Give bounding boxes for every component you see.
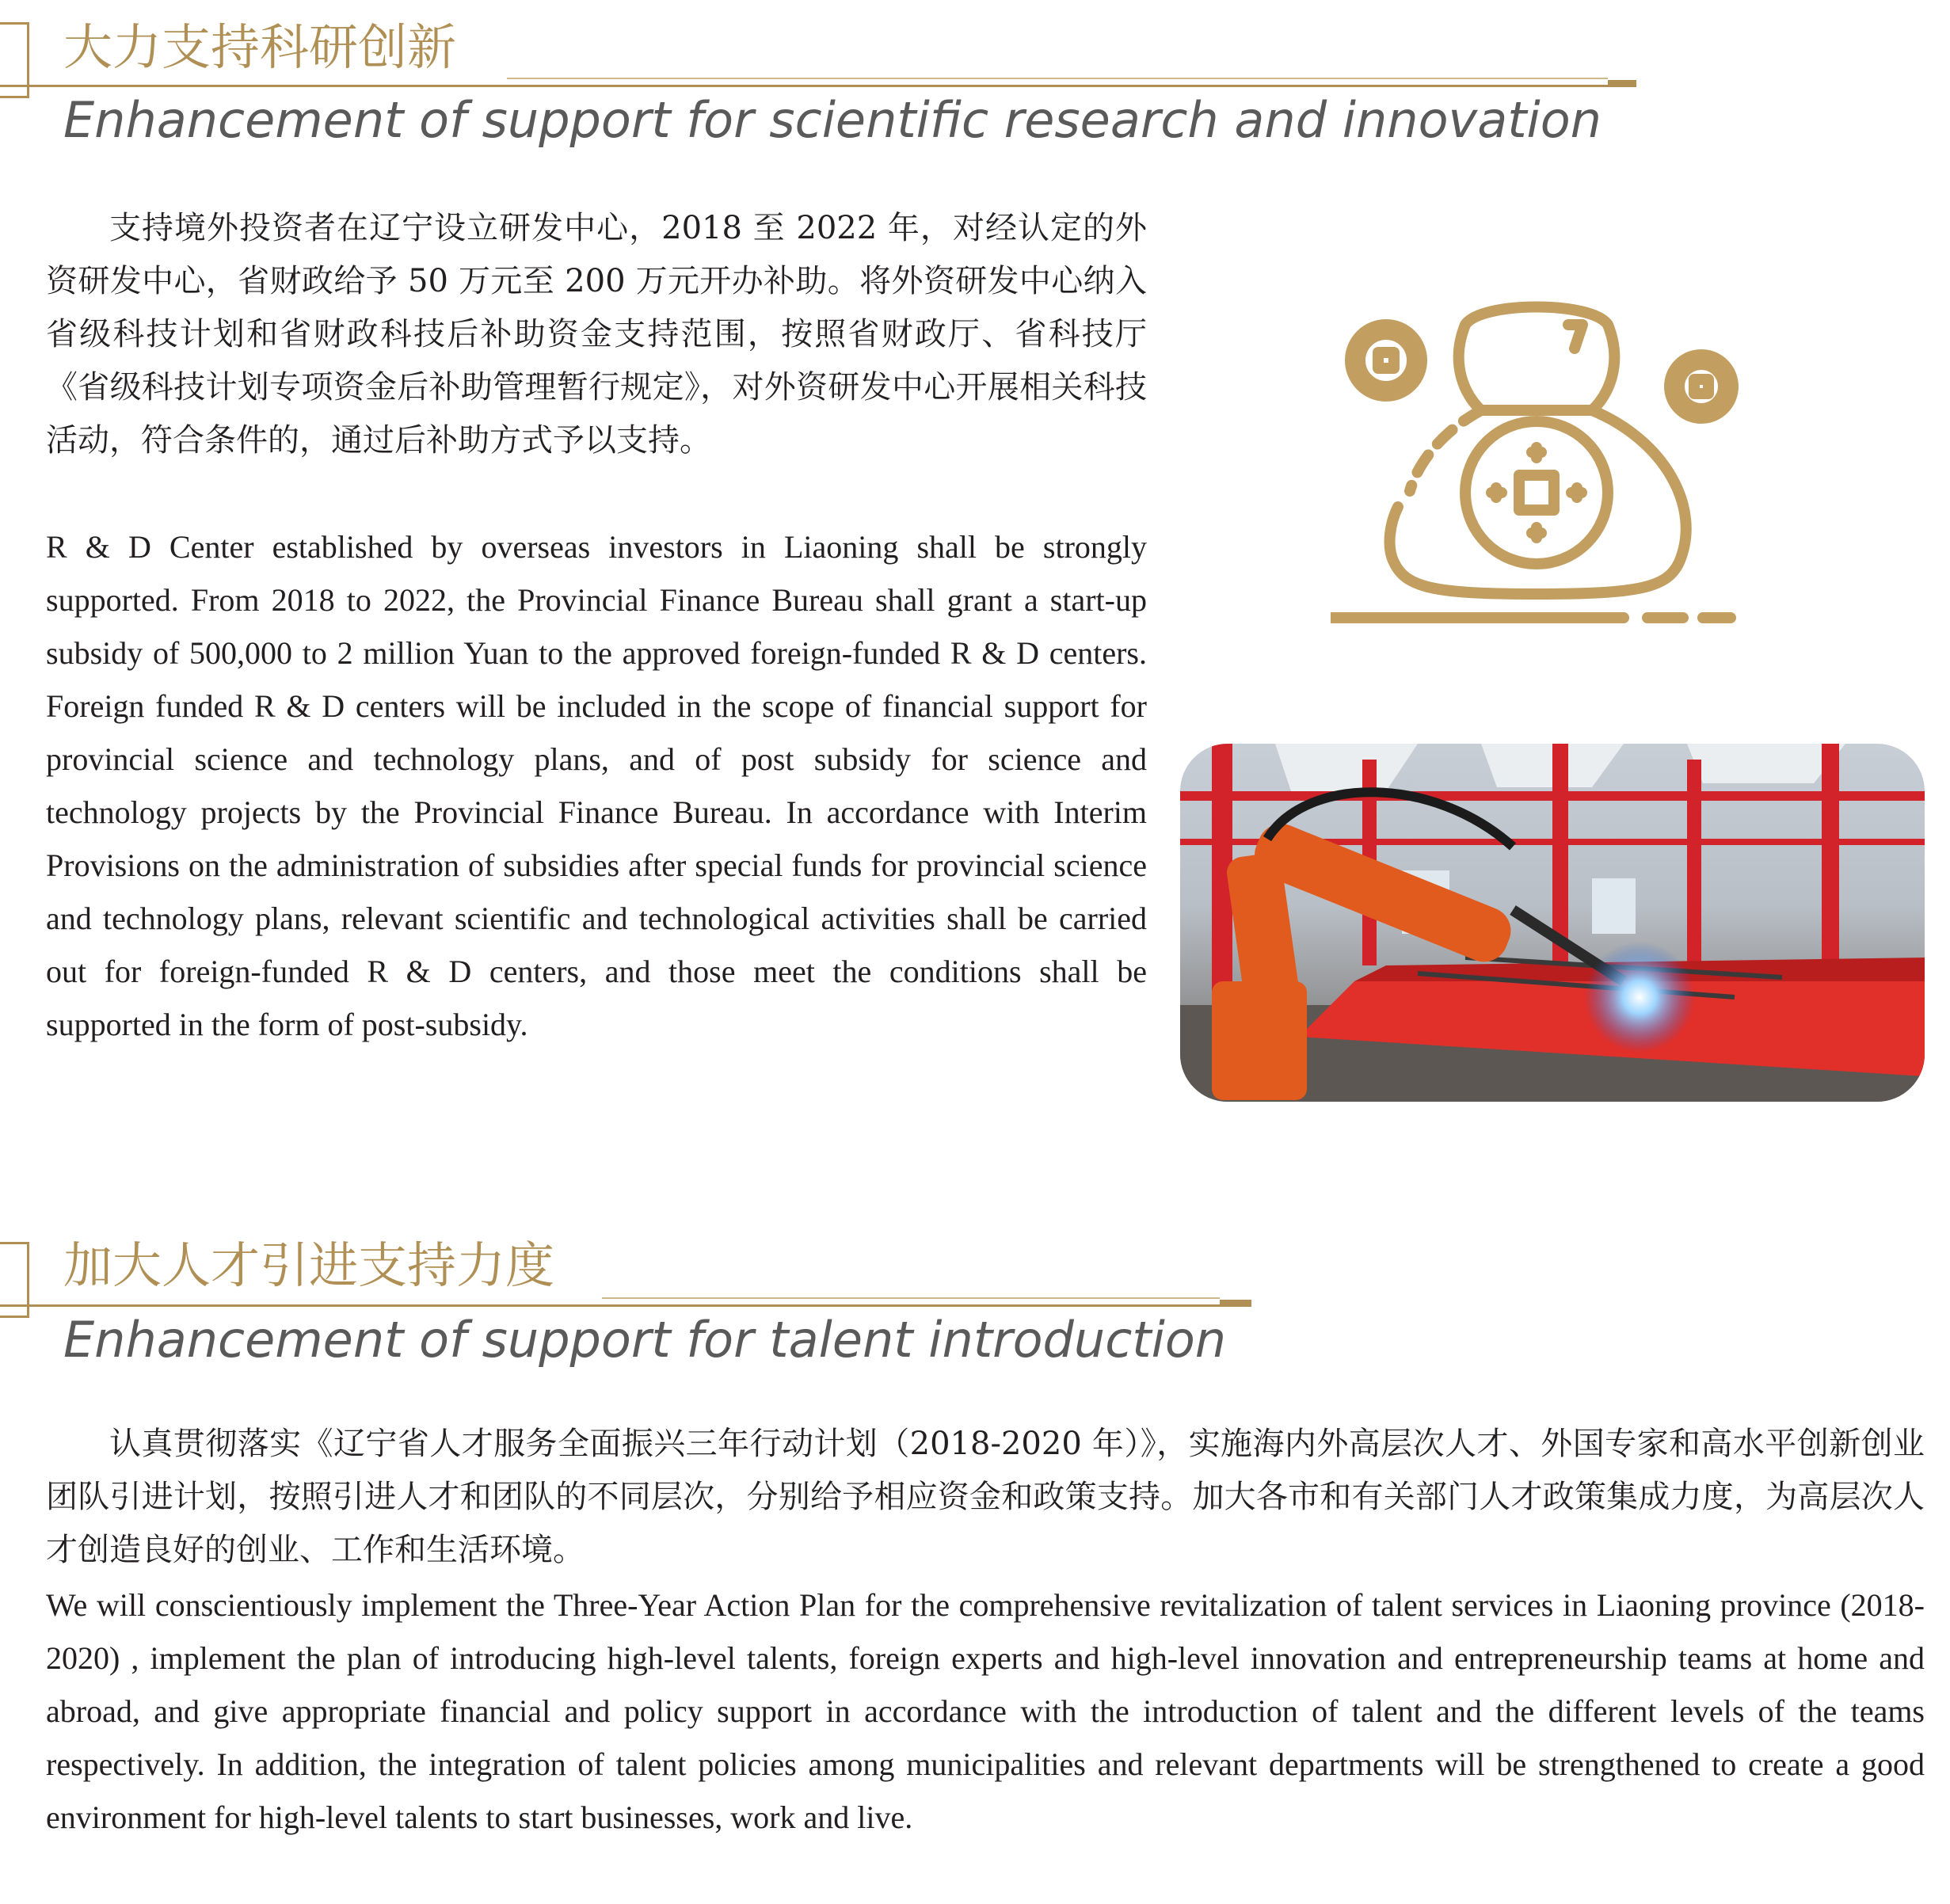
paragraph-en: R & D Center established by overseas investors in Liaoning shall be strongly supported. From 2018 to 2022, the Provincial Finance Bureau shall grant a start-up subsidy of 500,000 to 2 million Yuan to the approved foreign-funded R & D centers. Foreign funded R & D centers will be included in the scope of financial support for provincial science and technology plans, and of post subsidy for science and technology projects by the Provincial Finance Bureau. In accordance with Interim Provisions on the administration of subsidies after special funds for provincial science and technology plans, relevant scientific and technological activities shall be carried out for foreign-funded R & D centers, and those meet the conditions shall be supported in the form of post-subsidy. <box>46 529 1147 1042</box>
heading-rule <box>0 1304 1220 1307</box>
robotic-welding-arm-photo <box>1180 744 1925 1102</box>
heading-rule-thin <box>602 1297 1220 1299</box>
section-title-cn: 大力支持科研创新 <box>63 18 457 76</box>
heading-rule-end <box>1608 80 1636 87</box>
heading-rule <box>0 85 1608 87</box>
heading-rule-end <box>1220 1300 1251 1307</box>
section-title-cn: 加大人才引进支持力度 <box>63 1236 555 1294</box>
heading-rule-thin <box>507 78 1608 79</box>
section-title-en: Enhancement of support for talent introduction <box>63 1311 1227 1369</box>
section-title-en: Enhancement of support for scientific research and innovation <box>63 91 1602 149</box>
paragraph-cn: 支持境外投资者在辽宁设立研发中心，2018 至 2022 年，对经认定的外资研发中心，省财政给予 50 万元至 200 万元开办补助。将外资研发中心纳入省级科技计划和省财政科技后补助资金支持范围，按照省财政厅、省科技厅《省级科技计划专项资金后补助管理暂行规定》，对外资研发中心开展相关科技活动，符合条件的，通过后补助方式予以支持。 <box>46 210 1147 459</box>
paragraph-cn: 认真贯彻落实《辽宁省人才服务全面振兴三年行动计划（2018-2020 年）》，实施海内外高层次人才、外国专家和高水平创新创业团队引进计划，按照引进人才和团队的不同层次，分别给予相应资金和政策支持。加大各市和有关部门人才政策集成力度，为高层次人才创造良好的创业、工作和生活环境。 <box>46 1426 1925 1568</box>
paragraph-en: We will conscientiously implement the Three-Year Action Plan for the comprehensive revitalization of talent services in Liaoning province (2018-2020) , implement the plan of introducing high-level talents, foreign experts and high-level innovation and entrepreneurship teams at home and abroad, and give appropriate financial and policy support in accordance with the introduction of talent and the different levels of the teams respectively. In addition, the integration of talent policies among municipalities and relevant departments will be strengthened to create a good environment for high-level talents to start businesses, work and live. <box>46 1587 1925 1835</box>
money-bag-icon <box>1331 293 1742 626</box>
